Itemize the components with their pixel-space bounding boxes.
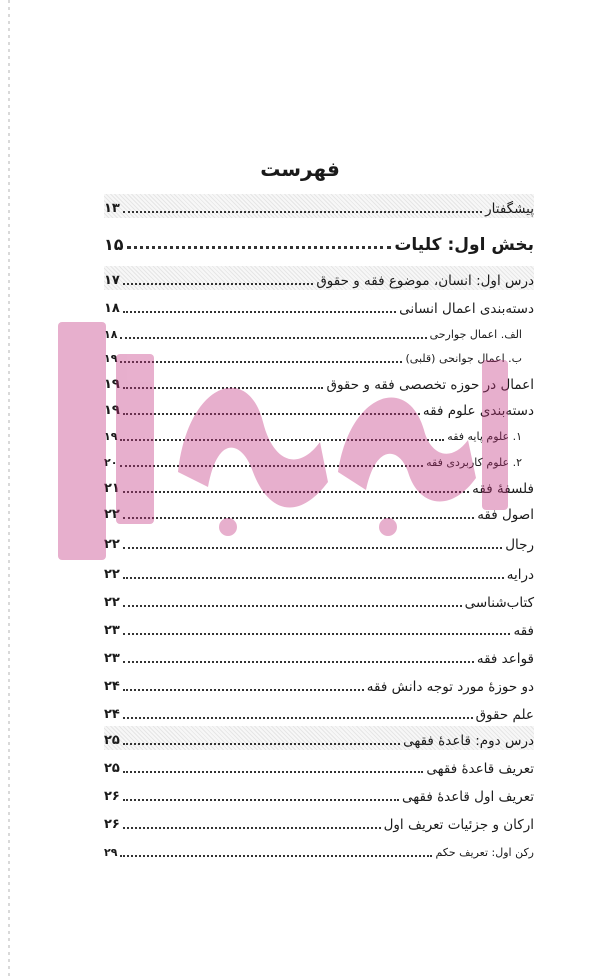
toc-entry-title: قواعد فقه bbox=[476, 651, 534, 667]
toc-entry[interactable] bbox=[104, 320, 534, 344]
toc-entry-page: ۲۳ bbox=[104, 651, 120, 666]
toc-entry-page: ۲۲ bbox=[104, 507, 120, 522]
toc-entry-page: ۲۴ bbox=[104, 707, 120, 722]
toc-entry-lesson-one[interactable] bbox=[104, 266, 534, 290]
toc-leader-dots bbox=[123, 827, 381, 829]
toc-entry-title: درایه bbox=[506, 567, 534, 583]
toc-entry-title: فلسفهٔ فقه bbox=[472, 481, 534, 497]
toc-entry-page: ۲۲ bbox=[104, 567, 120, 582]
toc-entry-page: ۲۴ bbox=[104, 679, 120, 694]
toc-entry-title: فقه bbox=[513, 623, 534, 639]
toc-leader-dots bbox=[123, 633, 511, 635]
toc-entry-page: ۲۵ bbox=[104, 761, 120, 776]
toc-leader-dots bbox=[123, 689, 364, 691]
toc-entry-page: ۱۹ bbox=[104, 430, 118, 443]
toc-entry-title: درس دوم: قاعدهٔ فقهی bbox=[403, 733, 534, 749]
toc-leader-dots bbox=[123, 211, 482, 213]
toc-entry-page: ۱۹ bbox=[104, 352, 118, 365]
page-title: فهرست bbox=[260, 157, 340, 181]
toc-entry-title: ب. اعمال جوانحی (قلبی) bbox=[405, 352, 522, 365]
toc-entry-title: علم حقوق bbox=[475, 707, 534, 723]
toc-entry[interactable] bbox=[104, 616, 534, 640]
toc-entry[interactable] bbox=[104, 838, 534, 862]
toc-leader-dots bbox=[120, 361, 402, 363]
toc-entry[interactable] bbox=[104, 672, 534, 696]
toc-entry-title: دو حوزهٔ مورد توجه دانش فقه bbox=[366, 679, 534, 695]
toc-entry-page: ۱۷ bbox=[104, 273, 120, 288]
toc-entry-part-one[interactable] bbox=[104, 226, 534, 254]
toc-entry-title: رکن اول: تعریف حکم bbox=[435, 846, 534, 859]
toc-leader-dots bbox=[123, 491, 469, 493]
toc-entry-title: تعریف قاعدهٔ فقهی bbox=[426, 761, 534, 777]
toc-entry[interactable] bbox=[104, 500, 534, 524]
toc-leader-dots bbox=[120, 439, 444, 441]
toc-leader-dots bbox=[123, 547, 502, 549]
toc-leader-dots bbox=[123, 311, 396, 313]
toc-entry-title: ۲. علوم کاربردی فقه bbox=[426, 456, 522, 469]
toc-entry-page: ۲۹ bbox=[104, 846, 118, 859]
toc-entry[interactable] bbox=[104, 474, 534, 498]
toc-entry-page: ۲۰ bbox=[104, 456, 118, 469]
toc-entry-page: ۱۳ bbox=[104, 201, 120, 216]
toc-leader-dots bbox=[123, 717, 473, 719]
toc-leader-dots bbox=[123, 771, 424, 773]
toc-entry[interactable] bbox=[104, 644, 534, 668]
toc-entry-preface[interactable] bbox=[104, 194, 534, 218]
toc-leader-dots bbox=[123, 605, 462, 607]
toc-entry[interactable] bbox=[104, 700, 534, 724]
toc-leader-dots bbox=[123, 387, 324, 389]
toc-entry-page: ۱۹ bbox=[104, 377, 120, 392]
toc-entry-title: بخش اول: کلیات bbox=[394, 235, 534, 255]
toc-entry-title: دسته‌بندی اعمال انسانی bbox=[399, 301, 534, 317]
toc-leader-dots bbox=[120, 465, 423, 467]
toc-entry-title: تعریف اول قاعدهٔ فقهی bbox=[402, 789, 534, 805]
toc-entry-page: ۲۳ bbox=[104, 623, 120, 638]
toc-entry-title: درس اول: انسان، موضوع فقه و حقوق bbox=[316, 273, 534, 289]
toc-entry-title: ارکان و جزئیات تعریف اول bbox=[383, 817, 534, 833]
toc-entry-title: ۱. علوم پایه فقه bbox=[447, 430, 522, 443]
toc-entry[interactable] bbox=[104, 588, 534, 612]
toc-entry-page: ۱۸ bbox=[104, 328, 118, 341]
toc-entry[interactable] bbox=[104, 422, 534, 446]
toc-entry-title: اعمال در حوزه تخصصی فقه و حقوق bbox=[326, 377, 534, 393]
toc-leader-dots bbox=[123, 413, 420, 415]
toc-entry-page: ۱۹ bbox=[104, 403, 120, 418]
toc-entry-page: ۲۶ bbox=[104, 817, 120, 832]
toc-leader-dots bbox=[120, 337, 426, 339]
toc-entry[interactable] bbox=[104, 754, 534, 778]
toc-entry[interactable] bbox=[104, 448, 534, 472]
toc-entry-title: کتاب‌شناسی bbox=[464, 595, 534, 611]
toc-leader-dots bbox=[123, 661, 474, 663]
toc-leader-dots bbox=[120, 855, 432, 857]
toc-leader-dots bbox=[123, 283, 313, 285]
toc-entry-page: ۲۵ bbox=[104, 733, 120, 748]
toc-entry-page: ۲۱ bbox=[104, 481, 120, 496]
toc-leader-dots bbox=[123, 577, 504, 579]
toc-entry[interactable] bbox=[104, 344, 534, 368]
toc-entry-page: ۲۶ bbox=[104, 789, 120, 804]
toc-entry-title: پیشگفتار bbox=[485, 201, 534, 217]
toc-entry[interactable] bbox=[104, 396, 534, 420]
toc-entry-title: دسته‌بندی علوم فقه bbox=[422, 403, 534, 419]
toc-entry-page: ۲۲ bbox=[104, 537, 120, 552]
toc-entry[interactable] bbox=[104, 810, 534, 834]
toc-entry-title: الف. اعمال جوارحی bbox=[429, 328, 522, 341]
toc-entry[interactable] bbox=[104, 294, 534, 318]
toc-leader-dots bbox=[123, 799, 399, 801]
toc-entry-page: ۱۸ bbox=[104, 301, 120, 316]
toc-entry-lesson-two[interactable] bbox=[104, 726, 534, 750]
toc-entry-title: اصول فقه bbox=[477, 507, 534, 523]
toc-leader-dots bbox=[123, 517, 474, 519]
toc-leader-dots bbox=[123, 743, 400, 745]
toc-entry[interactable] bbox=[104, 370, 534, 394]
toc-entry-page: ۱۵ bbox=[104, 235, 124, 254]
toc-entry[interactable] bbox=[104, 560, 534, 584]
toc-entry[interactable] bbox=[104, 782, 534, 806]
toc-entry[interactable] bbox=[104, 530, 534, 554]
page-edge bbox=[8, 0, 10, 978]
toc-leader-dots bbox=[127, 246, 392, 249]
toc-entry-title: رجال bbox=[505, 537, 534, 553]
toc-entry-page: ۲۲ bbox=[104, 595, 120, 610]
